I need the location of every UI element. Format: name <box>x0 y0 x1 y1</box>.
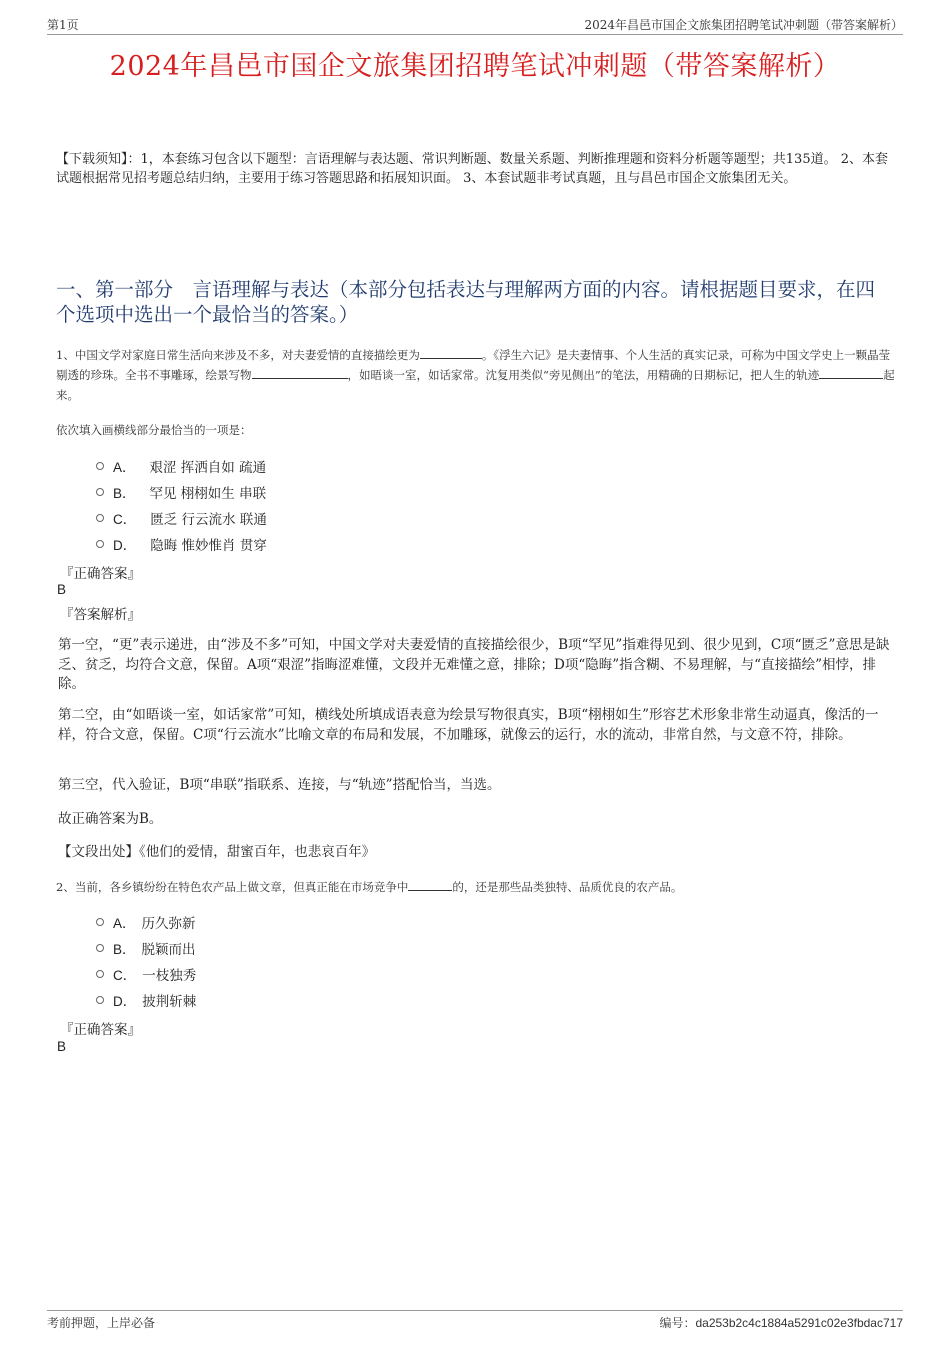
fill-blank <box>420 346 482 359</box>
question-1-stem <box>56 345 898 405</box>
radio-icon[interactable] <box>96 996 104 1004</box>
option-d[interactable] <box>96 531 267 557</box>
correct-answer: B <box>57 582 67 597</box>
option-letter: A． <box>113 916 136 931</box>
page-header <box>47 14 903 35</box>
option-a[interactable] <box>96 909 196 935</box>
option-letter: B． <box>113 942 136 957</box>
option-text: 艰涩 挥洒自如 疏通 <box>149 460 267 476</box>
option-b[interactable] <box>96 935 196 961</box>
radio-icon[interactable] <box>96 488 104 496</box>
option-text: 匮乏 行云流水 联通 <box>150 512 267 528</box>
radio-icon[interactable] <box>96 540 104 548</box>
option-b[interactable] <box>96 479 267 505</box>
radio-icon[interactable] <box>96 918 104 926</box>
q1-text-part: 1、中国文学对家庭日常生活向来涉及不多，对夫妻爱情的直接描绘更为 <box>56 348 420 362</box>
question-2-options <box>96 909 196 1013</box>
fill-blank <box>408 878 452 891</box>
radio-icon[interactable] <box>96 514 104 522</box>
analysis-conclusion: 故正确答案为B。 <box>58 811 163 827</box>
fill-blank <box>819 366 883 379</box>
option-letter: D． <box>113 538 137 553</box>
option-text: 隐晦 惟妙惟肖 贯穿 <box>150 538 267 554</box>
section-heading: 一、第一部分 言语理解与表达（本部分包括表达与理解两方面的内容。请根据题目要求，在四个选项中选出一个最恰当的答案。） <box>56 278 876 326</box>
question-1-options <box>96 453 267 557</box>
header-doc-title: 2024年昌邑市国企文旅集团招聘笔试冲刺题（带答案解析） <box>584 18 903 32</box>
option-text: 脱颖而出 <box>141 942 196 958</box>
radio-icon[interactable] <box>96 462 104 470</box>
q1-text-part: 。《浮生六记》是夫妻情事、个人生活的真实记录，可称为中国文学史上一颗晶莹剔透的珍珠。全书不事雕琢，绘景写物 <box>56 348 891 382</box>
code-label: 编号： <box>659 1316 696 1330</box>
analysis-paragraph: 第三空，代入验证，B项“串联”指联系、连接，与“轨迹”搭配恰当，当选。 <box>58 777 501 793</box>
option-a[interactable] <box>96 453 267 479</box>
download-notice: 【下载须知】：1，本套练习包含以下题型：言语理解与表达题、常识判断题、数量关系题、判断推理题和资料分析题等题型；共135道。 2、本套试题根据常见招考题总结归纳，主要用于练习答题思路和拓展知识面。 3、本套试题非考试真题，且与昌邑市国企文旅集团无关。 <box>56 152 888 186</box>
page-number: 第1页 <box>47 18 79 32</box>
option-c[interactable] <box>96 505 267 531</box>
answer-label: 『正确答案』 <box>60 1022 141 1038</box>
q1-text-part: ，如晤谈一室，如话家常。沈复用类似“旁见侧出”的笔法，用精确的日期标记，把人生的轨迹 <box>347 368 820 382</box>
option-d[interactable] <box>96 987 196 1013</box>
analysis-paragraph: 第一空，“更”表示递进，由“涉及不多”可知，中国文学对夫妻爱情的直接描绘很少，B项“罕见”指难得见到、很少见到，C项“匮乏”意思是缺乏、贫乏，均符合文意，保留。A项“艰涩”指晦涩难懂，文段并无难懂之意，排除；D项“隐晦”指含糊、不易理解，与“直接描绘”相悖，排除。 <box>58 637 890 692</box>
analysis-paragraph: 第二空，由“如晤谈一室，如话家常”可知，横线处所填成语表意为绘景写物很真实，B项“栩栩如生”形容艺术形象非常生动逼真，像活的一样，符合文意，保留。C项“行云流水”比喻文章的布局和发展，不加雕琢，就像云的运行，水的流动，非常自然，与文意不符，排除。 <box>58 707 879 743</box>
footer-code <box>659 1314 903 1331</box>
analysis-label: 『答案解析』 <box>60 607 141 623</box>
fill-blank <box>252 366 348 379</box>
option-text: 一枝独秀 <box>142 968 197 984</box>
option-text: 历久弥新 <box>141 916 196 932</box>
question-2-stem <box>56 877 898 897</box>
option-letter: C． <box>113 968 137 983</box>
option-letter: C． <box>113 512 137 527</box>
option-letter: B． <box>113 486 136 501</box>
source-citation: 【文段出处】《他们的爱情，甜蜜百年，也悲哀百年》 <box>58 844 376 860</box>
q2-text-part: 2、当前，各乡镇纷纷在特色农产品上做文章，但真正能在市场竞争中 <box>56 880 409 894</box>
q2-text-part: 的，还是那些品类独特、品质优良的农产品。 <box>452 880 683 894</box>
page-footer <box>47 1310 903 1331</box>
question-1-prompt: 依次填入画横线部分最恰当的一项是： <box>56 423 252 437</box>
q1-text-part: 起来。 <box>56 368 895 402</box>
footer-slogan: 考前押题，上岸必备 <box>47 1316 156 1330</box>
radio-icon[interactable] <box>96 944 104 952</box>
answer-label: 『正确答案』 <box>60 566 141 582</box>
option-letter: A． <box>113 460 136 475</box>
option-text: 披荆斩棘 <box>142 994 197 1010</box>
option-letter: D． <box>113 994 137 1009</box>
document-title: 2024年昌邑市国企文旅集团招聘笔试冲刺题（带答案解析） <box>109 51 841 82</box>
code-value: da253b2c4c1884a5291c02e3fbdac717 <box>695 1316 903 1330</box>
radio-icon[interactable] <box>96 970 104 978</box>
option-c[interactable] <box>96 961 196 987</box>
option-text: 罕见 栩栩如生 串联 <box>149 486 267 502</box>
correct-answer: B <box>57 1039 67 1054</box>
